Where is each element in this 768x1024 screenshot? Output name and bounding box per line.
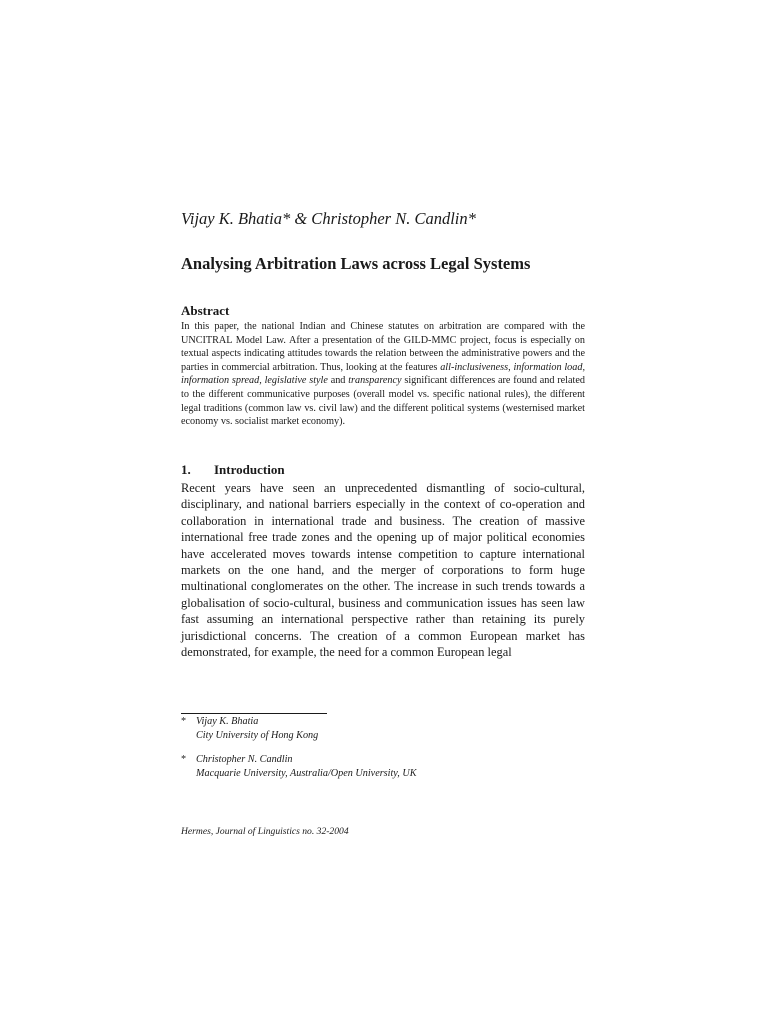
footnote-mark: * — [181, 716, 187, 727]
introduction-text: Recent years have seen an unprecedented dismantling of socio-cultural, disciplinary, and national barriers especially in the context of co-operation and collaboration in international trade and business. The creation of massive international free trade zones and the opening up of major political economies have accelerated moves towards intense competition to capture international markets on the one hand, and the merger of corporations to form huge multinational conglomerates on the other. The increase in such trends towards a globalisation of socio-cultural, business and communication issues has seen law fast assuming an international perspective rather than retaining its purely jurisdictional concerns. The creation of a common European market has demonstrated, for example, the need for a common European legal — [181, 481, 585, 660]
abstract-text-part-2: and — [327, 375, 349, 387]
footnote-2 — [181, 753, 585, 781]
journal-footer: Hermes, Journal of Linguistics no. 32-2004 — [181, 826, 349, 837]
abstract-italic-2: transparency — [348, 375, 402, 387]
footnote-name: Vijay K. Bhatia — [196, 716, 259, 727]
abstract-text-part-1: In this paper, the national Indian and Chinese statutes on arbitration are compared with the UNCITRAL Model Law. After a presentation of the GILD-MMC project, focus is especially on textual aspects indicating attitudes towards the relation between the administrative powers and the parties in commercial arbitration. Thus, looking at the features — [181, 321, 585, 373]
footnote-name: Christopher N. Candlin — [196, 754, 293, 765]
footnote-affiliation: Macquarie University, Australia/Open University, UK — [196, 768, 417, 779]
footnote-affiliation: City University of Hong Kong — [196, 730, 319, 741]
abstract-text-part-3: significant differences are found and related to the different communicative purposes (overall model vs. specific national rules), the different legal traditions (common law vs. civil law) and the different political systems (westernised market economy vs. socialist market economy). — [181, 375, 585, 428]
section-heading — [181, 462, 585, 478]
footnote-1 — [181, 715, 585, 743]
abstract-heading: Abstract — [181, 303, 230, 318]
abstract-italic-1: all-inclusiveness, information load, information spread, legislative style — [181, 361, 586, 387]
abstract-text — [181, 320, 585, 429]
author-line: Vijay K. Bhatia* & Christopher N. Candlin* — [181, 209, 476, 228]
footnote-divider — [181, 713, 327, 714]
paper-title: Analysing Arbitration Laws across Legal Systems — [181, 254, 531, 273]
footnote-mark: * — [181, 754, 187, 765]
section-title: Introduction — [214, 462, 285, 477]
section-number: 1. — [181, 462, 191, 477]
